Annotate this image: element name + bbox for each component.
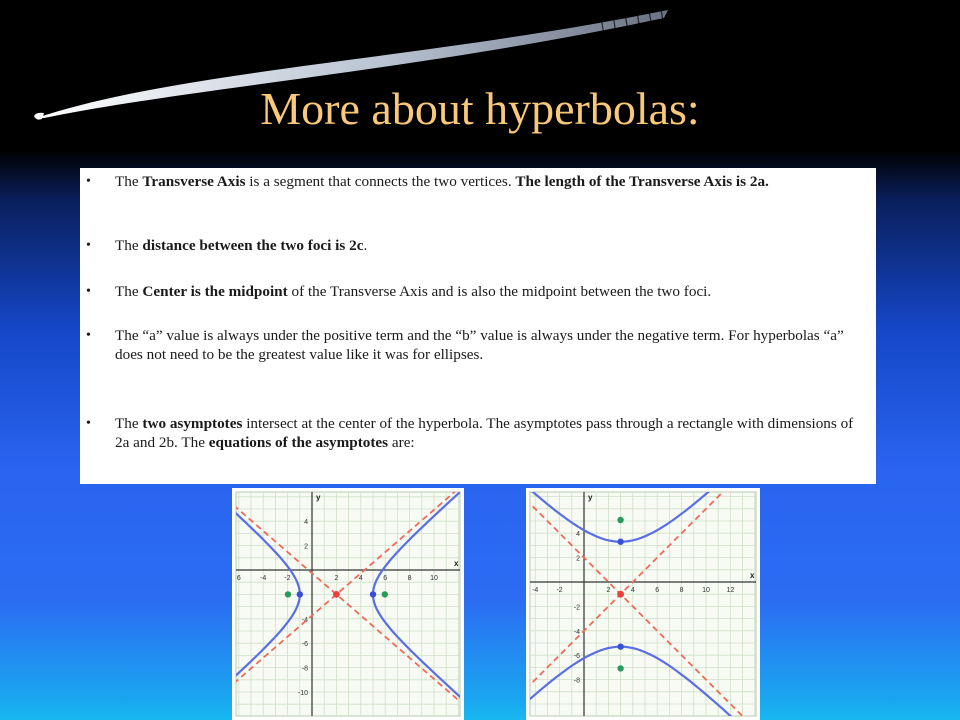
y-axis-label: y [316, 493, 321, 502]
x-axis-label: x [750, 571, 755, 580]
y-tick-label: 2 [304, 543, 308, 551]
x-tick-label: -2 [284, 575, 291, 582]
text-run: intersect at the center of the hyperbola. The asymptotes pass through a rectangle with dimensions of 2a and 2b. The [115, 415, 854, 451]
grid-background [530, 492, 756, 716]
focus-point [617, 517, 623, 523]
y-tick-label: 2 [576, 555, 580, 563]
x-tick-label: 2 [606, 587, 611, 594]
y-tick-label: -10 [297, 690, 308, 697]
bullet-dot: • [86, 328, 91, 343]
y-tick-label: 4 [304, 519, 308, 527]
bold-run: Center is the midpoint [142, 283, 288, 300]
x-tick-label: -4 [532, 587, 539, 594]
bullet-text [115, 172, 856, 191]
bold-run: distance between the two foci is 2c [142, 237, 364, 254]
graph-horizontal-hyperbola [232, 488, 464, 720]
bold-run: Transverse Axis [142, 173, 246, 190]
x-tick-label: 10 [702, 587, 710, 594]
focus-point [617, 665, 623, 671]
text-run: The “a” value is always under the positive term and the “b” value is always under the negative term. For hyperbolas “a” does not need to be the greatest value like it was for ellipses. [115, 327, 844, 363]
y-tick-label: -6 [573, 653, 580, 661]
y-axis-label: y [588, 493, 593, 502]
text-run: of the Transverse Axis and is also the midpoint between the two foci. [287, 283, 712, 300]
x-tick-label: 12 [726, 587, 735, 594]
text-run: The [115, 283, 143, 300]
x-axis-label: x [454, 559, 459, 568]
bullet-dot: • [86, 416, 91, 431]
slide-title: More about hyperbolas: [260, 83, 700, 134]
x-tick-label: 2 [334, 575, 339, 582]
y-tick-label: -2 [573, 604, 580, 612]
vertex-point [370, 591, 376, 597]
y-tick-label: -4 [301, 616, 308, 624]
bullet-dot: • [86, 238, 91, 253]
text-run: The [115, 415, 143, 432]
definitions-textbox [80, 168, 876, 484]
x-tick-label: 10 [430, 575, 438, 582]
bullet-text [115, 236, 856, 255]
horizontal-hyperbola-plot [232, 488, 464, 720]
y-tick-label: -8 [573, 677, 580, 685]
bullet-text [115, 282, 856, 301]
center-point [617, 591, 624, 598]
text-run: The [115, 173, 143, 190]
x-tick-label: 6 [655, 587, 660, 594]
bold-run: two asymptotes [142, 415, 243, 432]
focus-point [285, 591, 291, 597]
text-run: are: [388, 434, 415, 451]
bullet-dot: • [86, 284, 91, 299]
bold-run: The length of the Transverse Axis is 2a. [515, 173, 769, 190]
x-tick-label: 4 [630, 587, 635, 594]
graph-vertical-hyperbola [526, 488, 760, 720]
bullet-dot: • [86, 174, 91, 189]
x-tick-label: 8 [407, 575, 412, 582]
y-tick-label: -4 [573, 628, 580, 636]
vertex-point [617, 643, 623, 649]
x-tick-label: 6 [383, 575, 388, 582]
vertical-hyperbola-plot [526, 488, 760, 720]
vertex-point [297, 591, 303, 597]
bullet-text [115, 414, 856, 452]
bullet-text [115, 326, 856, 364]
x-tick-label: -2 [556, 587, 563, 594]
focus-point [382, 591, 388, 597]
center-point [333, 591, 340, 598]
x-tick-label: 4 [358, 575, 363, 582]
y-tick-label: 4 [576, 531, 580, 539]
y-tick-label: -6 [301, 641, 308, 649]
bold-run: equations of the asymptotes [208, 434, 389, 451]
vertex-point [617, 539, 623, 545]
x-tick-label: -4 [260, 575, 267, 582]
text-run: The [115, 237, 143, 254]
y-tick-label: -8 [301, 665, 308, 673]
x-tick-label: 8 [679, 587, 684, 594]
title-swoosh-decoration [0, 0, 960, 160]
x-tick-label: 6 [236, 575, 241, 582]
text-run: . [363, 237, 368, 254]
text-run: is a segment that connects the two vertices. [245, 173, 516, 190]
